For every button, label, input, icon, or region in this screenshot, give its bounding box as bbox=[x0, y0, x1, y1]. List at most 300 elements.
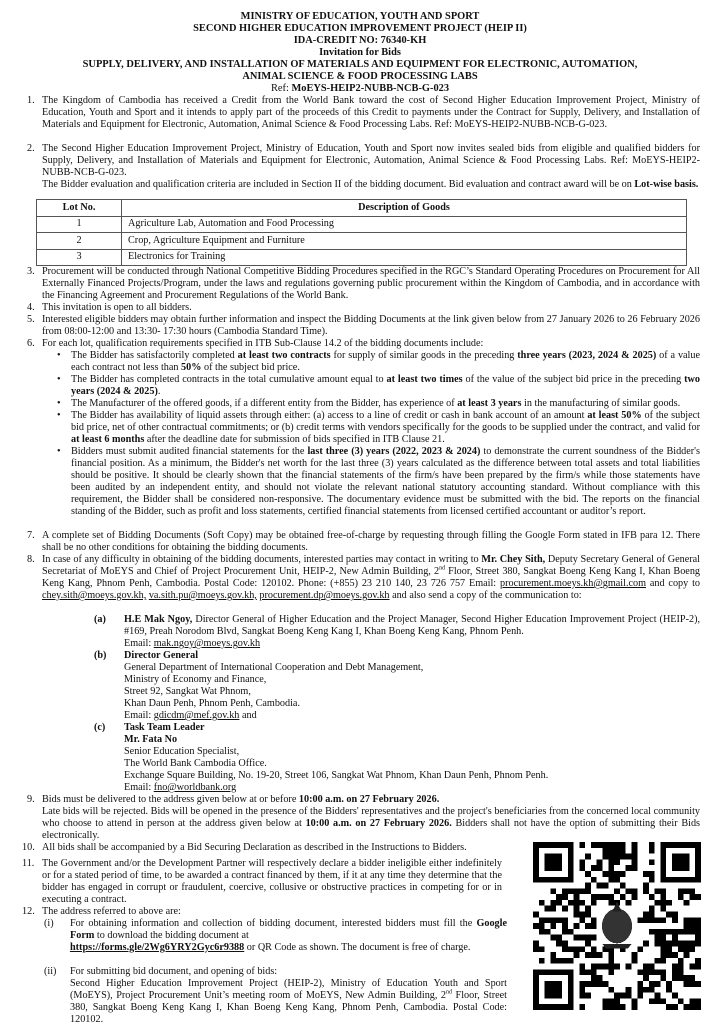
qr-module bbox=[533, 975, 539, 981]
qr-module bbox=[579, 981, 585, 987]
qr-module bbox=[533, 993, 539, 999]
qr-module bbox=[568, 981, 574, 987]
qr-module bbox=[689, 964, 695, 970]
qr-module bbox=[585, 952, 591, 958]
qr-module bbox=[695, 998, 701, 1004]
qr-module bbox=[684, 888, 690, 894]
qr-module bbox=[689, 923, 695, 929]
text: after the deadline date for submission of bids specified in ITB Clause 21. bbox=[144, 434, 445, 445]
qr-module bbox=[666, 987, 672, 993]
qr-module bbox=[608, 900, 614, 906]
qr-module bbox=[562, 946, 568, 952]
qr-module bbox=[597, 842, 603, 848]
qr-module bbox=[533, 998, 539, 1004]
qr-module bbox=[579, 946, 585, 952]
qr-module bbox=[608, 969, 614, 975]
requirement-bullet-4 bbox=[71, 410, 700, 446]
qr-module bbox=[689, 929, 695, 935]
qr-module bbox=[689, 946, 695, 952]
qr-module bbox=[660, 871, 666, 877]
qr-module bbox=[695, 842, 701, 848]
qr-module bbox=[550, 952, 556, 958]
text: or QR Code as shown. The document is free of charge. bbox=[244, 942, 471, 953]
qr-module bbox=[568, 900, 574, 906]
qr-module bbox=[591, 969, 597, 975]
qr-module bbox=[608, 987, 614, 993]
qr-module bbox=[568, 987, 574, 993]
qr-module bbox=[585, 906, 591, 912]
qr-module bbox=[672, 1004, 678, 1010]
contact-b-title: Director General bbox=[124, 650, 199, 661]
email-link-va-sith[interactable]: va.sith.pu@moeys.gov.kh, bbox=[148, 590, 257, 601]
project-title: SECOND HIGHER EDUCATION IMPROVEMENT PROJECT (HEIP II) bbox=[193, 23, 527, 34]
qr-module bbox=[614, 842, 620, 848]
qr-module bbox=[660, 940, 666, 946]
qr-module bbox=[591, 865, 597, 871]
qr-module bbox=[556, 981, 562, 987]
table-row bbox=[37, 233, 687, 250]
email-link-procurement[interactable]: procurement.moeys.kh@gmail.com bbox=[500, 578, 647, 589]
qr-module bbox=[643, 987, 649, 993]
qr-module bbox=[620, 854, 626, 860]
qr-module bbox=[631, 848, 637, 854]
qr-module bbox=[655, 993, 661, 999]
qr-module bbox=[545, 865, 551, 871]
qr-module bbox=[643, 940, 649, 946]
qr-module bbox=[545, 969, 551, 975]
qr-module bbox=[631, 842, 637, 848]
qr-module bbox=[533, 854, 539, 860]
qr-module bbox=[655, 900, 661, 906]
item-text bbox=[42, 794, 700, 806]
qr-module bbox=[614, 964, 620, 970]
qr-module bbox=[585, 912, 591, 918]
text: in the manufacturing of similar goods. bbox=[521, 398, 681, 409]
qr-module bbox=[672, 865, 678, 871]
qr-module bbox=[533, 848, 539, 854]
qr-module bbox=[556, 900, 562, 906]
qr-module bbox=[655, 940, 661, 946]
bold-text: two years (2024 & 2025) bbox=[71, 374, 700, 397]
qr-module bbox=[608, 854, 614, 860]
qr-module bbox=[649, 964, 655, 970]
qr-module bbox=[585, 883, 591, 889]
text: to demonstrate the current soundness of the Bidder's financial position. As a minimum, the Bidder's net worth for the last three (3) years calculated as the difference between total assets and total liabilities should be positive. It should be clearly shown that the financial statements of the firm/s have been prepared by the firm/s while those statements have been audited by an independent entity, and should not violate the relevant national statutory accounting standard. Without compliance with this requirement, the Bidder shall be considered non-responsive. The documentary evidence must be submitted with the bid. The reports on the financial standing of the Bidder, such as profit and loss statements, certified financial statements from licensed certified accountant or auditor’s report. bbox=[71, 446, 700, 517]
item-text: The address referred to above are: bbox=[42, 906, 181, 917]
qr-module bbox=[637, 946, 643, 952]
qr-module bbox=[603, 998, 609, 1004]
text: Floor, Street 380, Sangkat Boeng Keng Kang I, Khan Boeng Keng Kang, Phnom Penh, Cambodia. Postal Code: 120102. bbox=[70, 990, 507, 1025]
qr-module bbox=[550, 987, 556, 993]
qr-module bbox=[550, 900, 556, 906]
qr-module bbox=[672, 854, 678, 860]
qr-module bbox=[562, 917, 568, 923]
qr-module bbox=[539, 946, 545, 952]
qr-module bbox=[678, 894, 684, 900]
qr-module bbox=[684, 946, 690, 952]
qr-module bbox=[550, 993, 556, 999]
qr-module bbox=[678, 854, 684, 860]
qr-module bbox=[545, 987, 551, 993]
text: For obtaining information and collection of bidding document, interested bidders must fill the bbox=[70, 918, 477, 929]
requirement-bullet-2 bbox=[71, 374, 700, 398]
item-8 bbox=[27, 554, 700, 602]
qr-module bbox=[689, 975, 695, 981]
item-text: The Kingdom of Cambodia has received a Credit from the World Bank toward the cost of Second Higher Education Improvement Project, Ministry of Education, Youth and Sport and it intends to apply part of the proceeds of this Credit to payments under the Contract for Supply, Delivery, and Installation of Materials and Equipment for Electronic, Automation, Animal Science & Food Processing Labs. Ref: MoEYS-HEIP2-NUBB-NCB-G-023. bbox=[42, 95, 700, 130]
qr-module bbox=[550, 854, 556, 860]
qr-module bbox=[614, 888, 620, 894]
qr-module bbox=[684, 952, 690, 958]
qr-module bbox=[649, 929, 655, 935]
qr-module bbox=[695, 917, 701, 923]
qr-module bbox=[678, 842, 684, 848]
item-4 bbox=[27, 302, 700, 314]
qr-module bbox=[533, 865, 539, 871]
sub-label-i: (i) bbox=[44, 918, 54, 929]
qr-module bbox=[556, 854, 562, 860]
qr-module bbox=[608, 842, 614, 848]
text: Second Higher Education Improvement Project (HEIP-2), Ministry of Education Youth and Sport (MoEYS), Project Procurement Unit’s meeting room of MoEYS, New Admin Building, 2 bbox=[70, 978, 507, 1001]
opening-time: 10:00 a.m. on 27 February 2026. bbox=[305, 818, 452, 829]
qr-module bbox=[678, 946, 684, 952]
qr-module bbox=[614, 854, 620, 860]
qr-module bbox=[649, 912, 655, 918]
qr-module bbox=[684, 917, 690, 923]
qr-module bbox=[678, 888, 684, 894]
table-row bbox=[37, 216, 687, 233]
qr-module bbox=[655, 958, 661, 964]
qr-module bbox=[666, 842, 672, 848]
qr-module bbox=[545, 1004, 551, 1010]
qr-module bbox=[608, 998, 614, 1004]
qr-module bbox=[562, 923, 568, 929]
email-link-procurement-dp[interactable]: procurement.dp@moeys.gov.kh bbox=[259, 590, 390, 601]
qr-module bbox=[591, 877, 597, 883]
contact-name: Mr. Chey Sith, bbox=[481, 554, 546, 565]
qr-module bbox=[562, 842, 568, 848]
email-label: Email: bbox=[124, 638, 154, 649]
qr-module bbox=[545, 993, 551, 999]
item-text bbox=[42, 806, 700, 842]
qr-module bbox=[695, 935, 701, 941]
qr-module bbox=[660, 935, 666, 941]
evaluation-note bbox=[42, 179, 700, 191]
address-info bbox=[70, 918, 507, 954]
item-6 bbox=[27, 338, 700, 518]
qr-module bbox=[684, 1004, 690, 1010]
qr-module bbox=[550, 877, 556, 883]
qr-module bbox=[591, 917, 597, 923]
qr-module bbox=[620, 871, 626, 877]
qr-module bbox=[649, 987, 655, 993]
qr-module bbox=[649, 906, 655, 912]
qr-module bbox=[556, 987, 562, 993]
qr-module bbox=[620, 993, 626, 999]
item-2 bbox=[27, 143, 700, 191]
qr-module bbox=[591, 981, 597, 987]
text: of a value each contract not less than bbox=[71, 350, 701, 373]
qr-module bbox=[568, 969, 574, 975]
qr-module bbox=[684, 923, 690, 929]
qr-module bbox=[637, 969, 643, 975]
google-form-label: Google Form bbox=[70, 918, 507, 941]
table-header-row bbox=[37, 200, 687, 217]
qr-module bbox=[585, 993, 591, 999]
qr-module bbox=[655, 929, 661, 935]
qr-module bbox=[562, 958, 568, 964]
qr-module bbox=[660, 975, 666, 981]
email-link-chey-sith[interactable]: chey.sith@moeys.gov.kh, bbox=[42, 590, 147, 601]
qr-module bbox=[631, 894, 637, 900]
qr-module bbox=[620, 894, 626, 900]
qr-module bbox=[585, 969, 591, 975]
qr-module bbox=[608, 877, 614, 883]
sub-label-ii: (ii) bbox=[44, 966, 57, 977]
qr-module bbox=[643, 975, 649, 981]
qr-module bbox=[562, 969, 568, 975]
qr-module bbox=[672, 969, 678, 975]
contact-b-line: Ministry of Economy and Finance, bbox=[124, 674, 267, 685]
contact-c-line: Exchange Square Building, No. 19-20, Street 106, Sangkat Wat Phnom, Khan Daun Penh, Phnom Penh. bbox=[124, 770, 549, 781]
qr-module bbox=[579, 969, 585, 975]
ref-value: MoEYS-HEIP2-NUBB-NCB-G-023 bbox=[291, 83, 450, 94]
lots-table bbox=[36, 199, 687, 266]
credit-number: IDA-CREDIT NO: 76340-KH bbox=[293, 35, 427, 46]
email-link[interactable]: gdicdm@mef.gov.kh bbox=[153, 710, 240, 721]
qr-module bbox=[631, 952, 637, 958]
qr-module bbox=[689, 888, 695, 894]
qr-module bbox=[660, 952, 666, 958]
qr-module bbox=[579, 859, 585, 865]
contact-b-email bbox=[124, 710, 257, 722]
qr-module bbox=[660, 888, 666, 894]
qr-module bbox=[695, 877, 701, 883]
reference bbox=[0, 83, 720, 95]
lot-number: 1 bbox=[37, 216, 122, 233]
qr-module bbox=[556, 894, 562, 900]
qr-module bbox=[695, 940, 701, 946]
table-row bbox=[37, 249, 687, 266]
google-form-link[interactable]: https://forms.gle/2Wg6YRY2Gyc6r9388 bbox=[70, 942, 245, 953]
qr-module bbox=[550, 923, 556, 929]
qr-module bbox=[550, 1004, 556, 1010]
qr-module bbox=[579, 935, 585, 941]
qr-module bbox=[666, 981, 672, 987]
qr-module bbox=[695, 848, 701, 854]
text: Bidders must submit audited financial statements for the bbox=[71, 446, 308, 457]
qr-module bbox=[620, 1004, 626, 1010]
email-link[interactable]: fno@worldbank.org bbox=[153, 782, 237, 793]
qr-module bbox=[660, 900, 666, 906]
qr-module bbox=[649, 981, 655, 987]
qr-module bbox=[695, 854, 701, 860]
email-label: Email: bbox=[124, 710, 154, 721]
item-text: Procurement will be conducted through National Competitive Bidding Procedures specified in the RGC’s Standard Operating Procedures on Procurement for All Externally Financed Projects/Program, under the laws and regulations governing public procurement within the Kingdom of Cambodia, and in accordance with the Financing Agreement and Procurement Regulations of the World Bank. bbox=[42, 266, 700, 301]
subject-line-2: ANIMAL SCIENCE & FOOD PROCESSING LABS bbox=[242, 71, 478, 82]
qr-code-icon[interactable] bbox=[527, 842, 707, 1010]
item-text: A complete set of Bidding Documents (Soft Copy) may be obtained free-of-charge by requesting through filling the Google Form stated in IFB para 12. There shall be no other conditions for obtaining the bidding documents. bbox=[42, 530, 700, 553]
requirement-bullet-5 bbox=[71, 446, 700, 518]
qr-module bbox=[562, 877, 568, 883]
qr-module bbox=[660, 854, 666, 860]
qr-module bbox=[684, 877, 690, 883]
qr-module bbox=[678, 969, 684, 975]
text: and bbox=[239, 710, 257, 721]
qr-module bbox=[678, 877, 684, 883]
qr-module bbox=[631, 1004, 637, 1010]
qr-module bbox=[591, 975, 597, 981]
evaluation-text: The Bidder evaluation and qualification criteria are included in Section II of the bidding document. Bid evaluation and contract award will be on bbox=[42, 179, 635, 190]
item-number: 10. bbox=[22, 842, 35, 853]
qr-module bbox=[608, 964, 614, 970]
qr-module bbox=[655, 888, 661, 894]
qr-module bbox=[539, 1004, 545, 1010]
item-number: 6. bbox=[27, 338, 35, 349]
qr-module bbox=[695, 929, 701, 935]
qr-module bbox=[585, 981, 591, 987]
qr-module bbox=[568, 929, 574, 935]
qr-module bbox=[568, 865, 574, 871]
qr-module bbox=[597, 859, 603, 865]
qr-module bbox=[608, 958, 614, 964]
qr-module bbox=[556, 842, 562, 848]
qr-module bbox=[614, 871, 620, 877]
qr-module bbox=[660, 906, 666, 912]
qr-module bbox=[591, 952, 597, 958]
qr-module bbox=[666, 952, 672, 958]
qr-module bbox=[626, 888, 632, 894]
qr-module bbox=[556, 917, 562, 923]
qr-module bbox=[684, 859, 690, 865]
qr-module bbox=[539, 900, 545, 906]
qr-module bbox=[556, 865, 562, 871]
qr-module bbox=[533, 923, 539, 929]
qr-module bbox=[579, 900, 585, 906]
qr-module bbox=[574, 894, 580, 900]
qr-module bbox=[649, 842, 655, 848]
qr-module bbox=[614, 877, 620, 883]
qr-module bbox=[655, 998, 661, 1004]
qr-module bbox=[608, 848, 614, 854]
item-number: 2. bbox=[27, 143, 35, 154]
qr-module bbox=[643, 888, 649, 894]
qr-module bbox=[579, 912, 585, 918]
qr-module bbox=[643, 871, 649, 877]
text: Deputy Secretary General of General Secretariat of MoEYS and Chief of Project Procurement Unit, HEIP-2, New Admin Building, 2 bbox=[42, 554, 701, 577]
qr-module bbox=[620, 842, 626, 848]
contact-a-email bbox=[124, 638, 260, 650]
text: The Bidder has satisfactorily completed bbox=[71, 350, 238, 361]
text: of the value of the subject bid price in the preceding bbox=[462, 374, 685, 385]
qr-module bbox=[689, 998, 695, 1004]
qr-module bbox=[678, 940, 684, 946]
qr-module bbox=[631, 859, 637, 865]
qr-module bbox=[603, 981, 609, 987]
qr-module bbox=[533, 1004, 539, 1010]
qr-module bbox=[666, 900, 672, 906]
qr-module bbox=[562, 929, 568, 935]
qr-module bbox=[550, 981, 556, 987]
qr-module bbox=[556, 958, 562, 964]
qr-module bbox=[597, 975, 603, 981]
qr-module bbox=[574, 888, 580, 894]
qr-module bbox=[672, 929, 678, 935]
qr-module bbox=[603, 848, 609, 854]
qr-module bbox=[550, 888, 556, 894]
qr-module bbox=[672, 975, 678, 981]
sub-label-b: (b) bbox=[94, 650, 107, 661]
qr-module bbox=[614, 1004, 620, 1010]
qr-module bbox=[533, 842, 539, 848]
qr-module bbox=[660, 998, 666, 1004]
qr-module bbox=[597, 865, 603, 871]
qr-module bbox=[631, 958, 637, 964]
qr-module bbox=[660, 946, 666, 952]
qr-module bbox=[545, 854, 551, 860]
item-3 bbox=[27, 266, 700, 302]
qr-module bbox=[660, 894, 666, 900]
qr-module bbox=[666, 946, 672, 952]
qr-module bbox=[695, 964, 701, 970]
deadline: 10:00 a.m. on 27 February 2026. bbox=[298, 794, 440, 805]
qr-module bbox=[666, 877, 672, 883]
text: Bidders shall not have the option of submitting their Bids electronically. bbox=[42, 818, 701, 841]
qr-module bbox=[597, 883, 603, 889]
qr-module bbox=[603, 883, 609, 889]
text: Late bids will be rejected. Bids will be opened in the presence of the Bidders' representatives and the project's beneficiaries from the concerned local community who choose to attend in person at the address given below at bbox=[42, 806, 700, 829]
qr-module bbox=[574, 900, 580, 906]
item-text: All bids shall be accompanied by a Bid Securing Declaration as described in the Instructions to Bidders. bbox=[42, 842, 467, 853]
qr-module bbox=[591, 964, 597, 970]
item-9 bbox=[27, 794, 700, 842]
qr-module bbox=[591, 946, 597, 952]
qr-module bbox=[614, 993, 620, 999]
qr-module bbox=[550, 935, 556, 941]
qr-module bbox=[550, 917, 556, 923]
qr-module bbox=[672, 842, 678, 848]
qr-module bbox=[591, 923, 597, 929]
qr-module bbox=[643, 917, 649, 923]
qr-module bbox=[660, 917, 666, 923]
qr-module bbox=[545, 981, 551, 987]
qr-module bbox=[550, 969, 556, 975]
item-7 bbox=[27, 530, 700, 554]
qr-module bbox=[539, 842, 545, 848]
qr-module bbox=[684, 975, 690, 981]
text: The Bidder has completed contracts in the total cumulative amount equal to bbox=[71, 374, 387, 385]
qr-module bbox=[579, 842, 585, 848]
email-link[interactable]: mak.ngoy@moeys.gov.kh bbox=[153, 638, 261, 649]
qr-module bbox=[614, 998, 620, 1004]
text: of the subject bid price, net of other contractual commitments; or (b) credit terms with vendors specifically for the goods to be supplied under the contract, and valid for bbox=[71, 410, 700, 433]
qr-module bbox=[568, 1004, 574, 1010]
lot-description: Agriculture Lab, Automation and Food Processing bbox=[122, 216, 687, 233]
qr-module bbox=[556, 1004, 562, 1010]
item-number: 7. bbox=[27, 530, 35, 541]
text: The Bidder has availability of liquid assets through either: (a) access to a line of credit or cash in bank account of an amount bbox=[71, 410, 588, 421]
qr-module bbox=[608, 894, 614, 900]
qr-module bbox=[550, 842, 556, 848]
qr-module bbox=[649, 877, 655, 883]
qr-module bbox=[574, 912, 580, 918]
qr-module bbox=[655, 935, 661, 941]
contact-c-name: Mr. Fata No bbox=[124, 734, 178, 745]
qr-module bbox=[672, 917, 678, 923]
item-number: 11. bbox=[22, 858, 35, 869]
qr-module bbox=[545, 842, 551, 848]
qr-module bbox=[626, 964, 632, 970]
ref-label: Ref: bbox=[270, 83, 292, 94]
